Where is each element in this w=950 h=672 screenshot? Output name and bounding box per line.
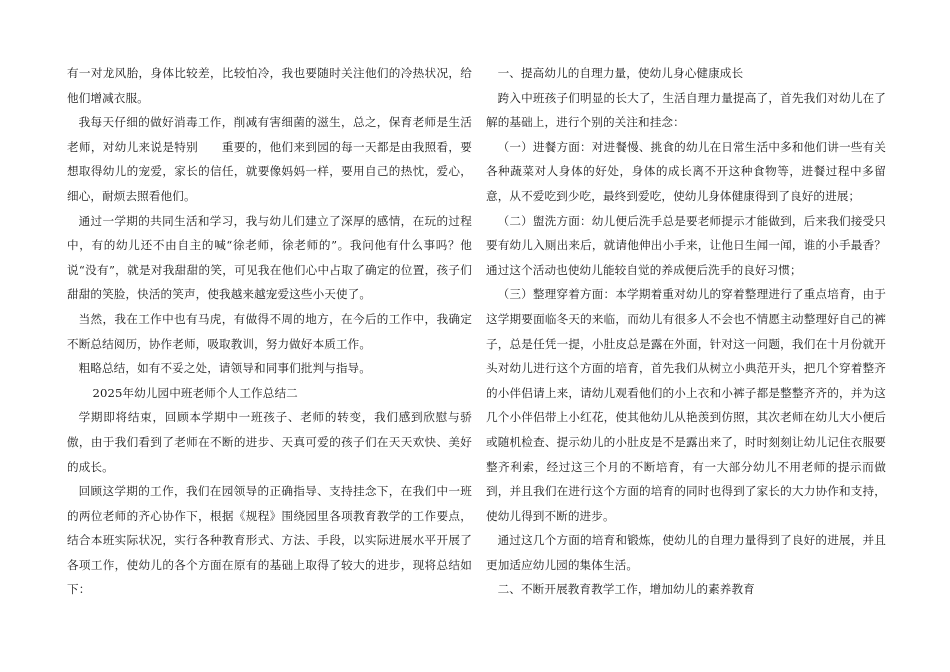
paragraph: （三）整理穿着方面：本学期着重对幼儿的穿着整理进行了重点培育，由于这学期要面临冬天的来临，而幼儿有很多人不会也不情愿主动整理好自己的裤子，总是任凭一提，小肚皮总是露在外面，针对这一问题，我们在十月份就开头对幼儿进行这个方面的培育，首先我们从树立小典范开头，把几个穿着整齐的小伴侣请上来，请幼儿观看他们的小上衣和小裤子都是整整齐齐的，并为这几个小伴侣带上小红花，使其他幼儿从艳羡到仿照，其次老师在幼儿大小便后或随机检查、提示幼儿的小肚皮是不是露出来了，时时刻刻让幼儿记住衣服要整齐利索，经过这三个月的不断培育，有一大部分幼儿不用老师的提示而做到，并且我们在进行这个方面的培育的同时也得到了家长的大力协作和支持，使幼儿得到不断的进步。: [486, 287, 886, 523]
section-heading: 一、提高幼儿的自理力量，使幼儿身心健康成长: [497, 66, 744, 80]
paragraph: 通过一学期的共同生活和学习，我与幼儿们建立了深厚的感情，在玩的过程中，有的幼儿还不由自主的喊“徐老师，徐老师的”。我问他有什么事吗？他说“没有”，就是对我甜甜的笑，可见我在他们心中占取了确定的位置，孩子们甜甜的笑脸，快活的笑声，使我越来越宠爱这些小天使了。: [67, 213, 472, 302]
paragraph: 有一对龙风胎，身体比较差，比较怕冷，我也要随时关注他们的冷热状况，给他们增减衣服。: [67, 66, 472, 105]
paragraph: 通过这几个方面的培育和锻炼，使幼儿的自理力量得到了良好的进展，并且更加适应幼儿园的集体生活。: [486, 533, 886, 572]
paragraph: 跨入中班孩子们明显的长大了，生活自理力量提高了，首先我们对幼儿在了解的基础上，进行个别的关注和挂念：: [486, 90, 886, 130]
paragraph: （二）盥洗方面：幼儿便后洗手总是要老师提示才能做到，后来我们接受只要有幼儿入厕出来后，就请他伸出小手来，让他日生闻一闻，谁的小手最香？通过这个活动也使幼儿能较自觉的养成便后洗手的良好习惯；: [486, 213, 886, 277]
paragraph: 我每天仔细的做好消毒工作，削减有害细菌的滋生，总之，保育老师是生活老师，对幼儿来说是特别 重要的，他们来到园的每一天都是由我照看，要想取得幼儿的宠爱，家长的信任，就要像妈妈一样，要用自己的热忱，爱心，细心，耐烦去照看他们。: [67, 115, 472, 203]
right-column: [486, 61, 886, 602]
paragraph: 当然，我在工作中也有马虎，有做得不周的地方，在今后的工作中，我确定不断总结阅历，协作老师，吸取教训，努力做好本质工作。: [67, 311, 472, 351]
paragraph: 回顾这学期的工作，我们在园领导的正确指导、支持挂念下，在我们中一班的两位老师的齐心协作下，根据《规程》围绕园里各项教育教学的工作要点，结合本班实际状况，实行各种教育形式、方法、手段，以实际进展水平开展了各项工作，使幼儿的各个方面在原有的基础上取得了较大的进步，现将总结如下：: [67, 484, 472, 597]
section-title: 2025年幼儿园中班老师个人工作总结二: [92, 385, 298, 400]
section-heading: 二、不断开展教育教学工作，增加幼儿的素养教育: [497, 582, 755, 597]
paragraph: （一）进餐方面：对进餐慢、挑食的幼儿在日常生活中多和他们讲一些有关各种蔬菜对人身体的好处，身体的成长离不开这种食物等，进餐过程中多留意，从不爱吃到少吃，最终到爱吃，使幼儿身体健康得到了良好的进展；: [486, 139, 886, 203]
paragraph: 粗略总结，如有不妥之处，请领导和同事们批判与指导。: [78, 361, 371, 376]
left-column: [67, 61, 472, 602]
paragraph: 学期即将结束，回顾本学期中一班孩子、老师的转变，我们感到欣慰与骄傲，由于我们看到了老师在不断的进步、天真可爱的孩子们在天天欢快、美好的成长。: [67, 410, 472, 474]
